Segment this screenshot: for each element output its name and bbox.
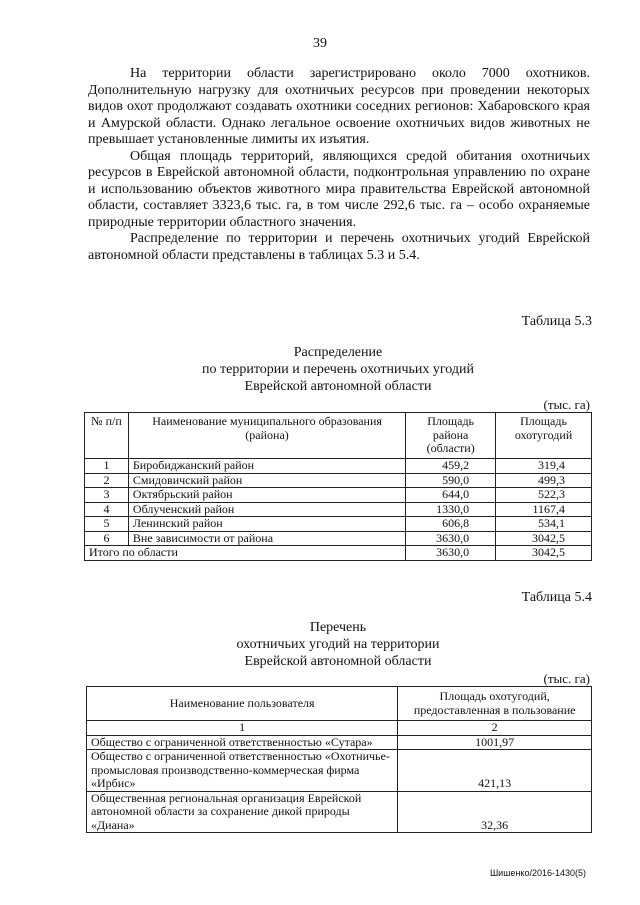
total-hunting: 3042,5: [496, 546, 592, 561]
cell-num: 5: [85, 517, 129, 532]
cell-area: 3630,0: [406, 531, 496, 546]
cell-user: Общество с ограниченной ответственностью «Сутара»: [87, 735, 398, 750]
footer-reference: Шишенко/2016-1430(5): [489, 868, 586, 878]
cell-hunting: 319,4: [496, 459, 592, 474]
cell-hunting: 534,1: [496, 517, 592, 532]
header-hunting: Площадь охотугодий: [496, 413, 592, 459]
table-row: [85, 459, 592, 474]
cell-name: Облученский район: [128, 502, 405, 517]
cell-name: Вне зависимости от района: [128, 531, 405, 546]
table-row: [85, 517, 592, 532]
table-row: [85, 502, 592, 517]
cell-num: 1: [85, 459, 129, 474]
total-area: 3630,0: [406, 546, 496, 561]
table-5-4: [86, 686, 592, 833]
cell-area: 590,0: [406, 473, 496, 488]
table-row: [87, 735, 592, 750]
title-line: охотничьих угодий на территории: [236, 637, 440, 652]
cell-hunting: 499,3: [496, 473, 592, 488]
table-row: [85, 531, 592, 546]
title-line: по территории и перечень охотничьих угодий: [202, 362, 474, 377]
table-5-4-units: (тыс. га): [543, 671, 590, 686]
cell-name: Октябрьский район: [128, 488, 405, 503]
table-5-3-units: (тыс. га): [543, 397, 590, 412]
column-number: 2: [398, 721, 592, 736]
table-colnum-row: [87, 721, 592, 736]
table-5-3: [84, 412, 592, 561]
cell-area: 644,0: [406, 488, 496, 503]
table-header-row: [85, 413, 592, 459]
cell-area: 1330,0: [406, 502, 496, 517]
column-number: 1: [87, 721, 398, 736]
cell-name: Ленинский район: [128, 517, 405, 532]
cell-num: 4: [85, 502, 129, 517]
cell-num: 2: [85, 473, 129, 488]
title-line: Еврейской автономной области: [244, 379, 432, 394]
paragraph: На территории области зарегистрировано около 7000 охотников. Дополнительную нагрузку для охотничьих ресурсов при проведении некоторых видов охот продолжают создавать охотники соседних регионов: Хабаровского края и Амурской области. Однако легальное освоение охотничьих видов животных не превышает установленные лимиты их изъятия.: [88, 66, 590, 147]
cell-area: 1001,97: [398, 735, 592, 750]
table-5-3-title: [86, 344, 590, 395]
cell-user: Общественная региональная организация Еврейской автономной области за сохранение дикой природы «Диана»: [87, 791, 398, 833]
table-row: [87, 791, 592, 833]
cell-hunting: 522,3: [496, 488, 592, 503]
cell-name: Биробиджанский район: [128, 459, 405, 474]
cell-area: 421,13: [398, 750, 592, 792]
cell-user: Общество с ограниченной ответственностью «Охотничье-промысловая производственно-коммерческая фирма «Ирбис»: [87, 750, 398, 792]
table-5-4-title: [86, 619, 590, 670]
cell-area: 32,36: [398, 791, 592, 833]
cell-hunting: 3042,5: [496, 531, 592, 546]
header-num: № п/п: [85, 413, 129, 459]
cell-area: 606,8: [406, 517, 496, 532]
title-line: Распределение: [293, 345, 383, 360]
cell-hunting: 1167,4: [496, 502, 592, 517]
cell-area: 459,2: [406, 459, 496, 474]
header-user: Наименование пользователя: [87, 687, 398, 721]
cell-num: 6: [85, 531, 129, 546]
table-5-3-label: Таблица 5.3: [521, 314, 592, 329]
paragraph: Общая площадь территорий, являющихся средой обитания охотничьих ресурсов в Еврейской автономной области, подконтрольная управлению по охране и использованию объектов животного мира правительства Еврейской автономной области, составляет 3323,6 тыс. га, в том числе 292,6 тыс. га – особо охраняемые природные территории областного значения.: [88, 148, 590, 230]
table-5-4-label: Таблица 5.4: [521, 590, 592, 605]
table-header-row: [87, 687, 592, 721]
header-area: Площадь охотугодий, предоставленная в пользование: [398, 687, 592, 721]
total-label: Итого по области: [85, 546, 406, 561]
title-line: Перечень: [309, 620, 367, 635]
title-line: Еврейской автономной области: [244, 654, 432, 669]
page-number: 39: [313, 36, 327, 51]
paragraph: Распределение по территории и перечень охотничьих угодий Еврейской автономной области представлены в таблицах 5.3 и 5.4.: [88, 231, 590, 263]
table-row: [85, 488, 592, 503]
cell-name: Смидовичский район: [128, 473, 405, 488]
header-name: Наименование муниципального образования (района): [128, 413, 405, 459]
table-row: [87, 750, 592, 792]
cell-num: 3: [85, 488, 129, 503]
header-area: Площадь района (области): [406, 413, 496, 459]
body-text: [88, 66, 590, 264]
table-total-row: [85, 546, 592, 561]
table-row: [85, 473, 592, 488]
